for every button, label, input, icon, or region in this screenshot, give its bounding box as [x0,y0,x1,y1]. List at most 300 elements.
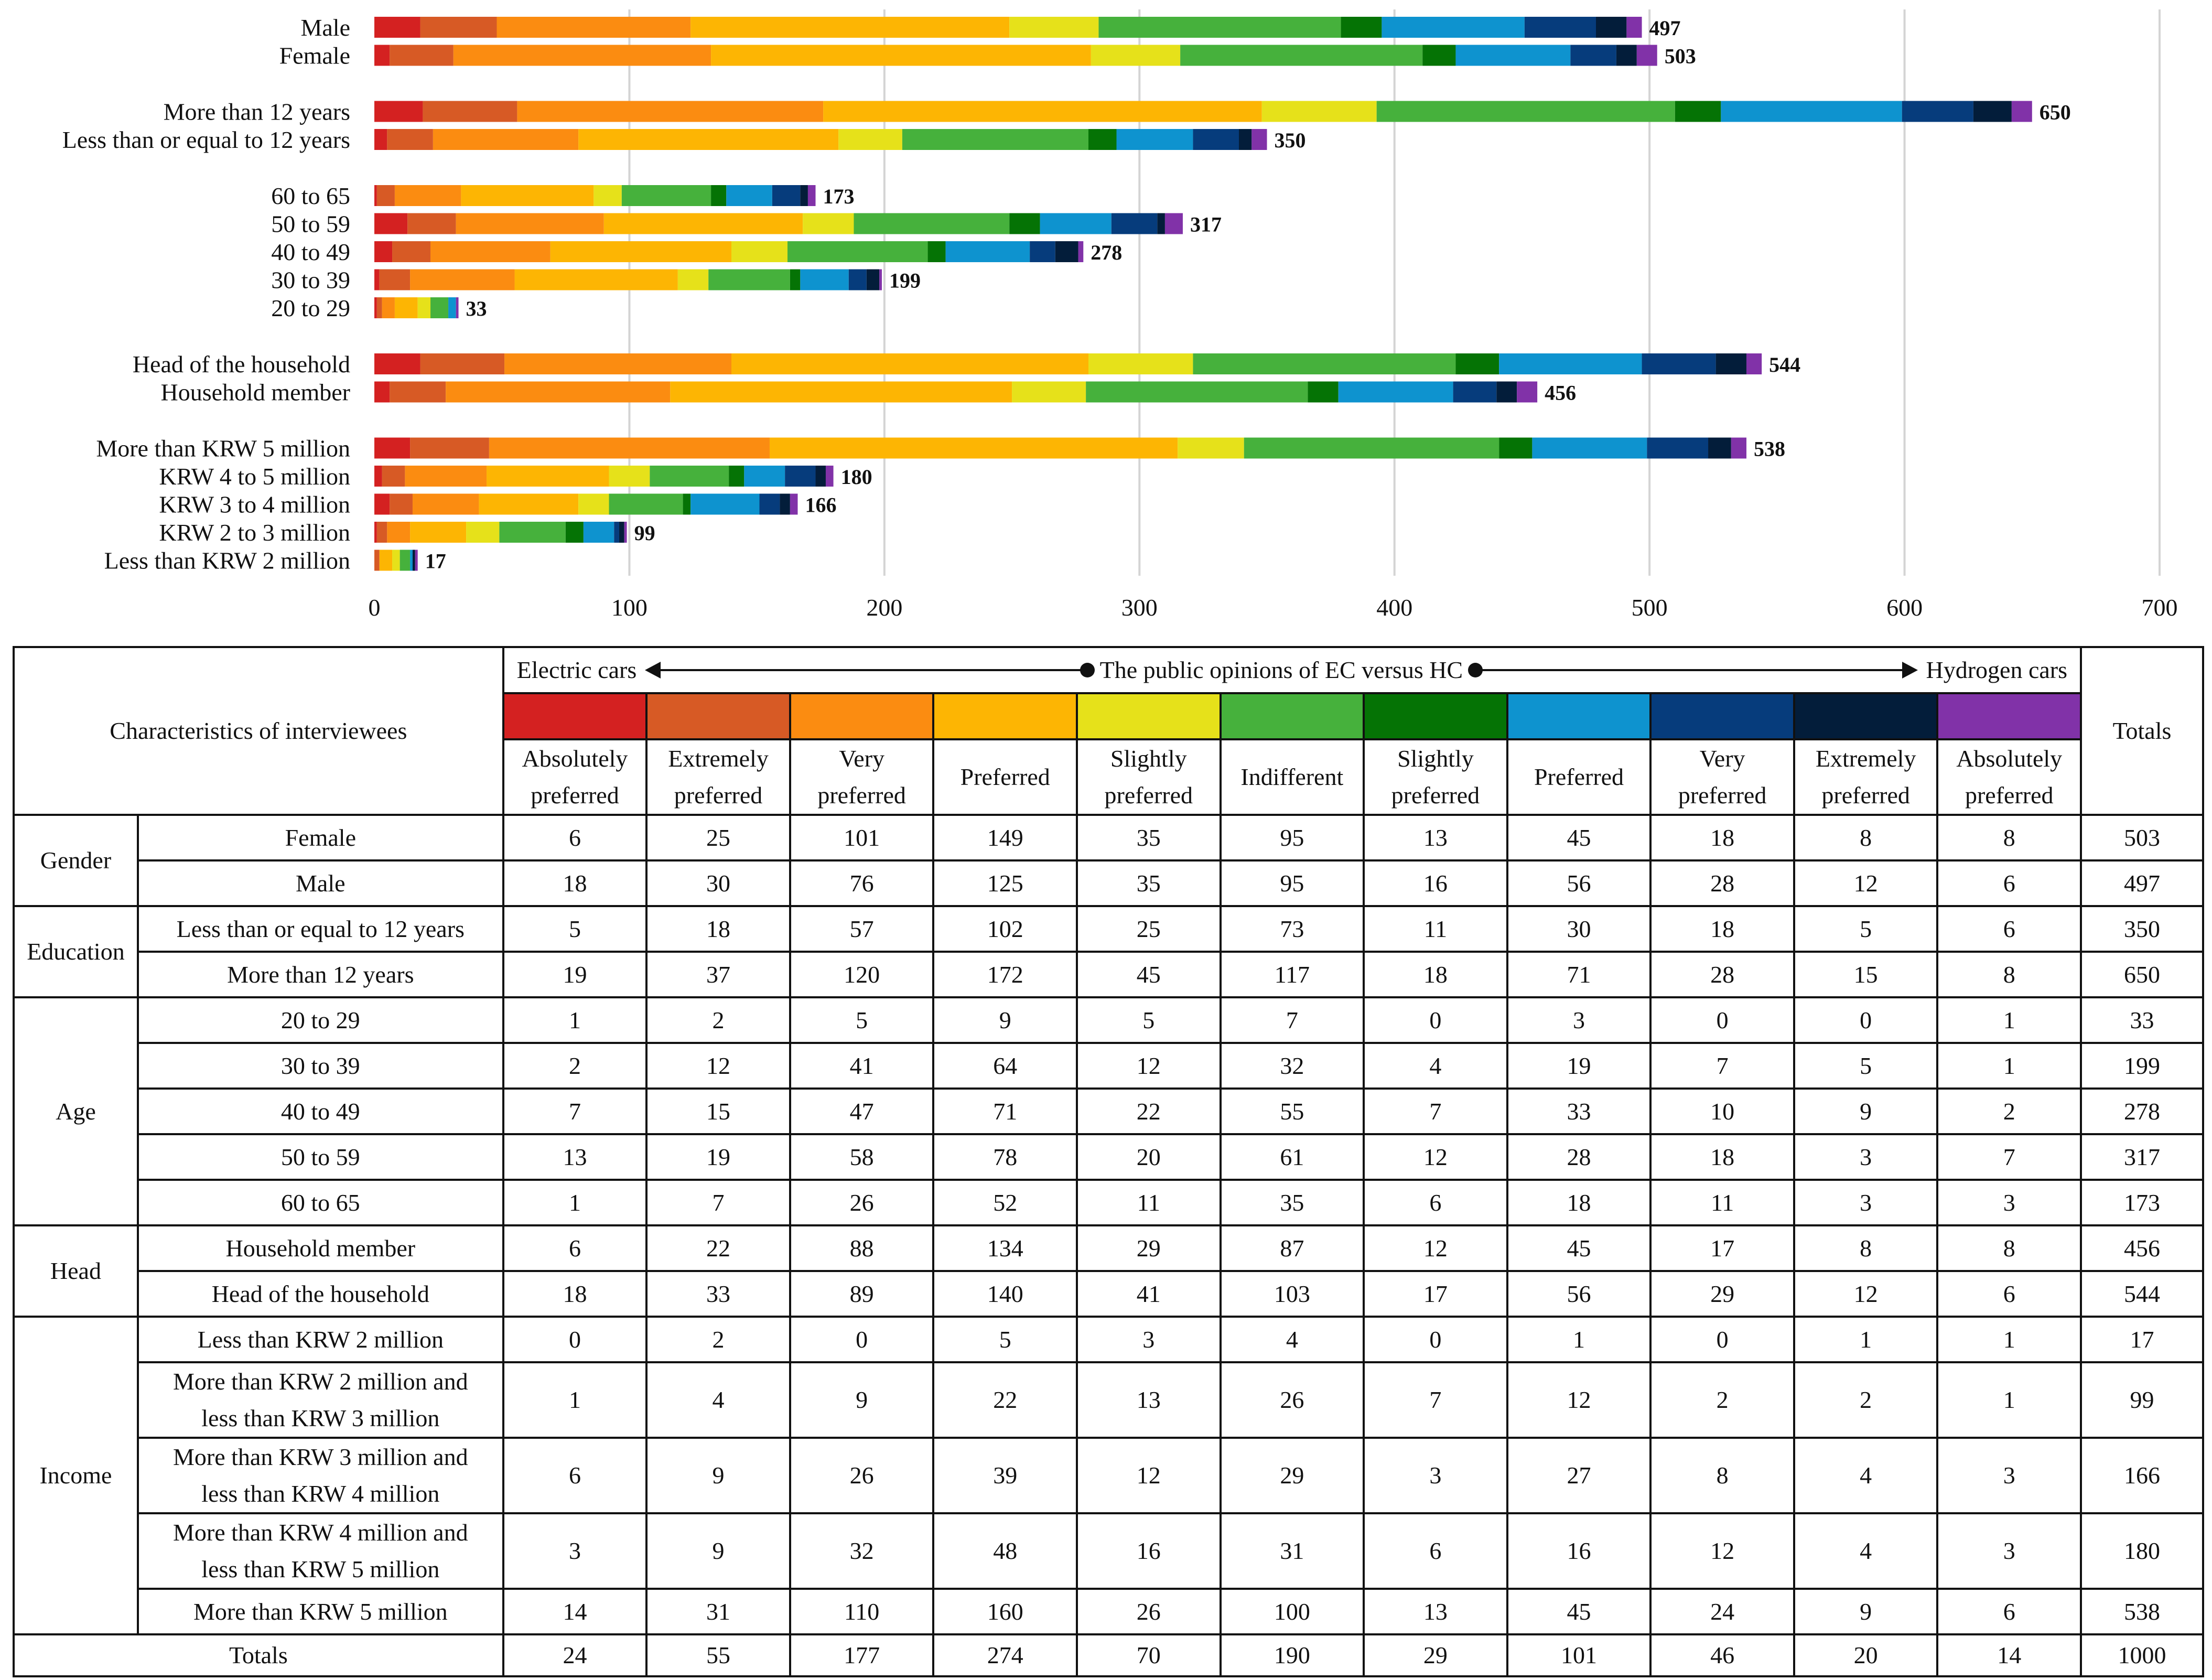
row-total: 33 [2081,997,2203,1043]
row-total: 180 [2081,1513,2203,1589]
bar-segment [392,241,430,262]
bar-segment [772,185,801,206]
row-label [138,1134,503,1180]
characteristics-header: Characteristics of interviewees [14,647,503,815]
table-cell: 26 [790,1180,934,1225]
bar-segment [808,185,816,206]
bar-segment [377,522,387,543]
bar-segment [760,494,780,515]
bar-segment [446,382,670,403]
table-cell: 13 [1077,1362,1221,1438]
bar-segment [374,297,377,318]
table-cell: 1 [503,1362,647,1438]
table-cell: 12 [1794,860,1938,906]
bar-total-label: 180 [840,465,872,489]
row-total: 350 [2081,906,2203,952]
table-cell: 64 [933,1043,1077,1089]
bar-segment [479,494,578,515]
bar-segment [1040,213,1112,234]
legend-swatch [1221,693,1364,739]
table-cell: 7 [646,1180,790,1225]
bar-segment [2012,101,2032,122]
column-header [1507,739,1651,815]
bar-segment [622,185,711,206]
hydrogen-cars-label: Hydrogen cars [1926,656,2068,683]
bar-segment [1078,241,1084,262]
bar-segment [1973,101,2012,122]
table-cell: 0 [790,1317,934,1362]
table-cell: 6 [503,1438,647,1513]
column-header [933,739,1077,815]
row-label [138,815,503,860]
column-total: 101 [1507,1634,1651,1676]
table-cell: 0 [1794,997,1938,1043]
table-row [14,952,2203,997]
bar-segment [456,213,604,234]
bar-total-label: 538 [1753,437,1785,461]
table-cell: 6 [1937,906,2081,952]
row-label-line: Less than or equal to 12 years [176,915,465,942]
column-total: 177 [790,1634,934,1676]
bar-segment [1382,17,1524,38]
table-row [14,1180,2203,1225]
table-cell: 8 [1794,815,1938,860]
bar-segment [1012,382,1086,403]
table-row [14,1134,2203,1180]
column-total: 46 [1650,1634,1794,1676]
bar-segment [785,466,815,487]
bar-segment [489,438,770,459]
table-cell: 41 [1077,1271,1221,1317]
column-header-line: preferred [531,782,619,809]
table-cell: 45 [1507,1225,1651,1271]
table-cell: 9 [790,1362,934,1438]
bar-segment [1009,213,1040,234]
table-cell: 22 [1077,1089,1221,1134]
legend-swatch [1650,693,1794,739]
table-cell: 58 [790,1134,934,1180]
legend-swatch [1507,693,1651,739]
bar-total-label: 99 [634,521,655,545]
bar-segment [731,241,787,262]
bar-segment [1496,382,1517,403]
table-cell: 0 [1650,1317,1794,1362]
totals-row [14,1634,2203,1676]
category-label: KRW 4 to 5 million [159,463,350,490]
bar-segment [390,494,413,515]
row-label [138,952,503,997]
table-cell: 88 [790,1225,934,1271]
table-cell: 35 [1077,860,1221,906]
bar-total-label: 650 [2039,100,2071,124]
table-cell: 29 [1077,1225,1221,1271]
row-label-line: More than KRW 5 million [193,1598,448,1625]
bar-segment [1251,129,1267,150]
row-total: 538 [2081,1589,2203,1634]
legend-swatch [790,693,934,739]
bar-segment [690,494,759,515]
table-cell: 4 [1794,1513,1938,1589]
table-cell: 3 [1937,1180,2081,1225]
bar-segment [515,270,678,290]
column-header-line: Very [839,745,885,772]
group-label: Gender [14,815,138,906]
x-axis-ticks [369,594,2178,621]
table-cell: 25 [646,815,790,860]
column-header-line: preferred [1391,782,1480,809]
legend-swatch [1077,693,1221,739]
bar-segment [1616,45,1637,66]
bar-segment [790,494,798,515]
category-label: KRW 2 to 3 million [159,519,350,546]
bar-total-label: 350 [1274,128,1306,152]
table-cell: 11 [1077,1180,1221,1225]
bar-total-label: 17 [425,549,446,573]
bar-segment [499,522,565,543]
table-row [14,1271,2203,1317]
x-tick-label: 200 [866,594,903,621]
table-cell: 1 [1794,1317,1938,1362]
group-label: Income [14,1317,138,1634]
table-cell: 35 [1077,815,1221,860]
table-row [14,1589,2203,1634]
table-cell: 2 [646,997,790,1043]
table-cell: 18 [1650,815,1794,860]
table-cell: 101 [790,815,934,860]
row-total: 497 [2081,860,2203,906]
table-cell: 12 [1077,1043,1221,1089]
bar-segment [780,494,790,515]
table-cell: 6 [503,1225,647,1271]
bar-segment [374,185,377,206]
row-total: 166 [2081,1438,2203,1513]
table-cell: 55 [1221,1089,1364,1134]
table-cell: 8 [1937,1225,2081,1271]
bar-segment [1091,45,1180,66]
table-cell: 56 [1507,1271,1651,1317]
table-cell: 24 [1650,1589,1794,1634]
bar-segment [374,213,407,234]
legend-swatch [1937,693,2081,739]
column-total: 20 [1794,1634,1938,1676]
bar-segment [374,45,390,66]
category-label: Less than or equal to 12 years [62,126,350,153]
total-labels [425,16,2071,573]
x-tick-label: 300 [1121,594,1158,621]
table-cell: 71 [933,1089,1077,1134]
row-label [138,1362,503,1438]
bar-segment [800,185,808,206]
table-cell: 4 [1364,1043,1507,1089]
bar-segment [787,241,928,262]
table-cell: 19 [503,952,647,997]
bar-segment [683,494,691,515]
bar-segment [1532,438,1647,459]
table-cell: 71 [1507,952,1651,997]
bar-segment [454,45,711,66]
bar-segment [448,297,456,318]
bar-segment [731,353,1088,374]
bar-segment [790,270,800,290]
row-label-line: 40 to 49 [280,1097,360,1125]
table-cell: 5 [1794,1043,1938,1089]
bar-segment [497,17,690,38]
row-total: 503 [2081,815,2203,860]
bar-segment [609,466,650,487]
bar-segment [1642,353,1716,374]
table-cell: 3 [1794,1180,1938,1225]
table-cell: 7 [1937,1134,2081,1180]
bar-segment [1525,17,1596,38]
legend-swatch [1364,693,1507,739]
bar-segment [415,550,418,571]
table-cell: 32 [790,1513,934,1589]
bar-segment [584,522,614,543]
table-cell: 12 [646,1043,790,1089]
bar-segment [374,101,423,122]
column-header [790,739,934,815]
table-cell: 29 [1650,1271,1794,1317]
bar-segment [1455,353,1499,374]
group-label: Education [14,906,138,997]
table-cell: 1 [503,1180,647,1225]
bar-segment [413,494,479,515]
stacked-bar-chart [0,0,2212,646]
table-cell: 16 [1077,1513,1221,1589]
table-cell: 8 [1937,952,2081,997]
bar-segment [1341,17,1382,38]
bar-segment [946,241,1030,262]
bar-segment [430,297,448,318]
table-cell: 12 [1364,1225,1507,1271]
gridlines [629,9,2160,576]
row-total: 544 [2081,1271,2203,1317]
row-label [138,1317,503,1362]
bar-segment [566,522,584,543]
bar-segment [711,185,726,206]
table-cell: 10 [1650,1089,1794,1134]
table-row [14,1043,2203,1089]
bar-segment [578,129,838,150]
bar-segment [410,438,489,459]
column-total: 70 [1077,1634,1221,1676]
table-cell: 7 [503,1089,647,1134]
bar-segment [395,297,418,318]
table-cell: 12 [1364,1134,1507,1180]
bar-segment [711,45,1091,66]
bar-segment [1731,438,1746,459]
legend-swatch [1794,693,1938,739]
bar-segment [849,270,867,290]
table-cell: 18 [1364,952,1507,997]
bar-segment [377,185,395,206]
row-label-line: Male [296,869,346,897]
table-cell: 11 [1364,906,1507,952]
table-cell: 117 [1221,952,1364,997]
table-cell: 125 [933,860,1077,906]
table-cell: 17 [1364,1271,1507,1317]
table-cell: 7 [1364,1362,1507,1438]
column-header-line: Preferred [960,763,1050,790]
row-label [138,1180,503,1225]
column-header [1077,739,1221,815]
bar-segment [392,550,400,571]
column-header [646,739,790,815]
bar-segment [1596,17,1626,38]
table-cell: 57 [790,906,934,952]
bar-segment [1339,382,1453,403]
table-cell: 35 [1221,1180,1364,1225]
column-total: 29 [1364,1634,1507,1676]
bar-segment [816,466,826,487]
totals-header: Totals [2081,647,2203,815]
table-cell: 3 [503,1513,647,1589]
table-cell: 6 [503,815,647,860]
table-cell: 4 [1794,1438,1938,1513]
bar-segment [374,241,392,262]
category-label: Household member [160,379,350,406]
table-cell: 29 [1221,1438,1364,1513]
bar-segment [928,241,946,262]
column-header-line: preferred [1965,782,2054,809]
left-arrow-icon [647,669,1089,671]
bar-segment [374,270,380,290]
table-cell: 95 [1221,815,1364,860]
table-cell: 14 [503,1589,647,1634]
row-label-line: 30 to 39 [280,1052,360,1079]
table-row [14,815,2203,860]
category-label: 20 to 29 [271,295,350,321]
bar-segment [374,438,410,459]
table-cell: 6 [1937,1589,2081,1634]
table-cell: 45 [1077,952,1221,997]
bar-segment [390,382,446,403]
table-cell: 9 [1794,1089,1938,1134]
bar-total-label: 503 [1664,44,1696,68]
column-total: 190 [1221,1634,1364,1676]
row-label-line: 20 to 29 [280,1006,360,1033]
row-label-line: Household member [225,1234,416,1262]
row-label-line: Head of the household [211,1280,429,1307]
row-label-line: More than KRW 2 million and [172,1368,468,1395]
table-cell: 9 [1794,1589,1938,1634]
column-header-line: Preferred [1534,763,1624,790]
bar-segment [1244,438,1499,459]
x-tick-label: 700 [2141,594,2178,621]
table-cell: 48 [933,1513,1077,1589]
bar-segment [1499,438,1532,459]
table-cell: 140 [933,1271,1077,1317]
bar-segment [670,382,1012,403]
bar-segment [1746,353,1762,374]
x-tick-label: 100 [611,594,648,621]
table-cell: 33 [1507,1089,1651,1134]
bar-segment [823,101,1262,122]
bar-segment [382,466,405,487]
table-cell: 102 [933,906,1077,952]
row-label-line: less than KRW 3 million [201,1405,440,1431]
column-header-line: preferred [1678,782,1767,809]
column-total: 14 [1937,1634,2081,1676]
bar-segment [410,270,514,290]
bar-segment [1165,213,1183,234]
legend-swatch [933,693,1077,739]
bar-total-label: 317 [1190,212,1222,236]
bar-segment [374,550,380,571]
bar-segment [387,522,410,543]
table-cell: 9 [933,997,1077,1043]
table-cell: 76 [790,860,934,906]
column-header-line: Absolutely [522,745,628,772]
category-label: 50 to 59 [271,210,350,238]
table-cell: 103 [1221,1271,1364,1317]
table-cell: 13 [1364,815,1507,860]
column-header-line: Absolutely [1956,745,2063,772]
column-header [503,739,647,815]
table-cell: 27 [1507,1438,1651,1513]
bar-segment [1517,382,1537,403]
group-label: Age [14,997,138,1225]
table-cell: 1 [503,997,647,1043]
table-cell: 47 [790,1089,934,1134]
category-labels [62,14,350,574]
table-cell: 17 [1650,1225,1794,1271]
bar-segment [803,213,854,234]
bar-segment [456,297,459,318]
row-label-line: less than KRW 4 million [201,1480,440,1507]
category-label: Head of the household [132,351,350,378]
table-cell: 5 [790,997,934,1043]
bar-segment [1902,101,1973,122]
table-cell: 13 [1364,1589,1507,1634]
electric-cars-label: Electric cars [516,656,637,683]
row-label [138,906,503,952]
row-label [138,860,503,906]
table-cell: 6 [1364,1513,1507,1589]
row-label-line: less than KRW 5 million [201,1556,440,1582]
table-cell: 1 [1507,1317,1651,1362]
row-label [138,1513,503,1589]
table-row [14,997,2203,1043]
bar-segment [879,270,882,290]
bar-segment [410,550,413,571]
table-cell: 4 [646,1362,790,1438]
bar-segment [1030,241,1055,262]
table-cell: 6 [1937,860,2081,906]
bar-segment [1157,213,1165,234]
table-cell: 41 [790,1043,934,1089]
bar-segment [387,129,433,150]
bar-segment [619,522,624,543]
bar-segment [744,466,785,487]
bar-segment [382,297,395,318]
table-cell: 2 [646,1317,790,1362]
table-cell: 31 [1221,1513,1364,1589]
bar-segment [594,185,622,206]
bar-segment [1193,353,1455,374]
column-header-line: Slightly [1397,745,1474,772]
table-cell: 18 [1650,1134,1794,1180]
table-cell: 22 [646,1225,790,1271]
table-cell: 16 [1507,1513,1651,1589]
bar-segment [838,129,902,150]
bar-segment [1086,382,1308,403]
row-label [138,1438,503,1513]
table-cell: 26 [1221,1362,1364,1438]
row-label-line: More than 12 years [227,961,414,988]
table-cell: 12 [1507,1362,1651,1438]
bar-segment [374,466,382,487]
